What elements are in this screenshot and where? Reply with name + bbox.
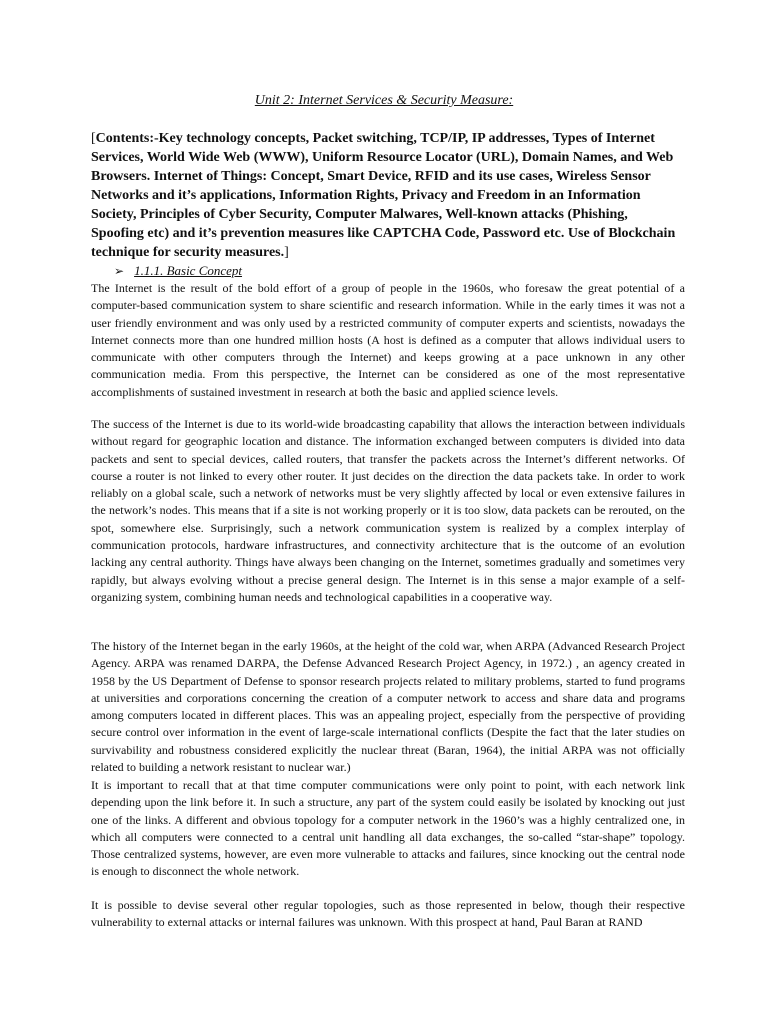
section-heading (114, 262, 242, 280)
paragraph-3: The history of the Internet began in the early 1960s, at the height of the cold war, when ARPA (Advanced Research Project Agency. ARPA was renamed DARPA, the Defense Advanced Research Project Agency, in 1972.) , an agency created in 1958 by the US Department of Defense to sponsor research projects related to military problems, started to fund programs at universities and corporations concerning the creation of a computer network to access and share data and programs among computers located in different places. This was an appealing project, especially from the perspective of providing secure control over information in the event of large-scale international conflicts (Despite the fact that the later studies on survivability and robustness considered explicitly the nuclear threat (Baran, 1964), the initial ARPA was not officially related to building a network resistant to nuclear war.) (91, 639, 685, 775)
contents-close-bracket: ] (284, 245, 289, 260)
paragraph-5: It is possible to devise several other regular topologies, such as those represented in below, though their respective vulnerability to external attacks or internal failures was unknown. With this prospect at hand, Paul Baran at RAND (91, 898, 685, 930)
paragraph-4: It is important to recall that at that time computer communications were only point to point, with each network link depending upon the link before it. In such a structure, any part of the system could easily be isolated by knocking out just one of the links. A different and obvious topology for a computer network in the 1960’s was a highly centralized one, in which all computers were connected to a central unit handling all data exchanges, the so-called “star-shape” topology. Those centralized systems, however, are even more vulnerable to attacks and failures, since knocking out the central node is enough to disconnect the whole network. (91, 778, 685, 879)
paragraph-2: The success of the Internet is due to its world-wide broadcasting capability that allows the interaction between individuals without regard for geographic location and distance. The information exchanged between computers is divided into data packets and sent to special devices, called routers, that transfer the packets across the Internet’s different networks. Of course a router is not linked to every other router. It just decides on the direction the data packets take. In order to work reliably on a global scale, such a network of networks must be very slightly affected by local or even extensive failures in the network’s nodes. This means that if a site is not working properly or it is too slow, data packets can be rerouted, on the spot, somewhere else. Surprisingly, such a network communication system is realized by a complex interplay of communication protocols, hardware infrastructures, and connectivity architecture that is the outcome of an evolution lacking any central authority. Things have always been changing on the Internet, sometimes gradually and sometimes very rapidly, but always evolving without a precise general design. The Internet is in this sense a major example of a self-organizing system, combining human needs and technological capabilities in a cooperative way. (91, 417, 685, 604)
contents-text: Contents:-Key technology concepts, Packet switching, TCP/IP, IP addresses, Types of Internet Services, World Wide Web (WWW), Uniform Resource Locator (URL), Domain Names, and Web Browsers. Internet of Things: Concept, Smart Device, RFID and its use cases, Wireless Sensor Networks and it’s applications, Information Rights, Privacy and Freedom in an Information Society, Principles of Cyber Security, Computer Malwares, Well-known attacks (Phishing, Spoofing etc) and it’s prevention measures like CAPTCHA Code, Password etc. Use of Blockchain technique for security measures. (91, 131, 676, 260)
document-title: Unit 2: Internet Services & Security Measure: (254, 93, 514, 108)
arrow-bullet-icon: ➢ (114, 264, 125, 278)
paragraph-1: The Internet is the result of the bold effort of a group of people in the 1960s, who foresaw the great potential of a computer-based communication system to share scientific and research information. While in the early times it was not a user friendly environment and was only used by a restricted community of computer experts and scientists, nowadays the Internet connects more than one hundred million hosts (A host is defined as a computer that allows individual users to communicate with other computers through the Internet) and keeps growing at a pace unknown in any other communication media. From this perspective, the Internet can be considered as one of the most representative accomplishments of sustained investment in research at both the basic and applied science levels. (91, 281, 685, 399)
contents-open-bracket: [ (91, 131, 96, 146)
section-heading-text: 1.1.1. Basic Concept (134, 263, 243, 278)
contents-block (91, 129, 681, 262)
